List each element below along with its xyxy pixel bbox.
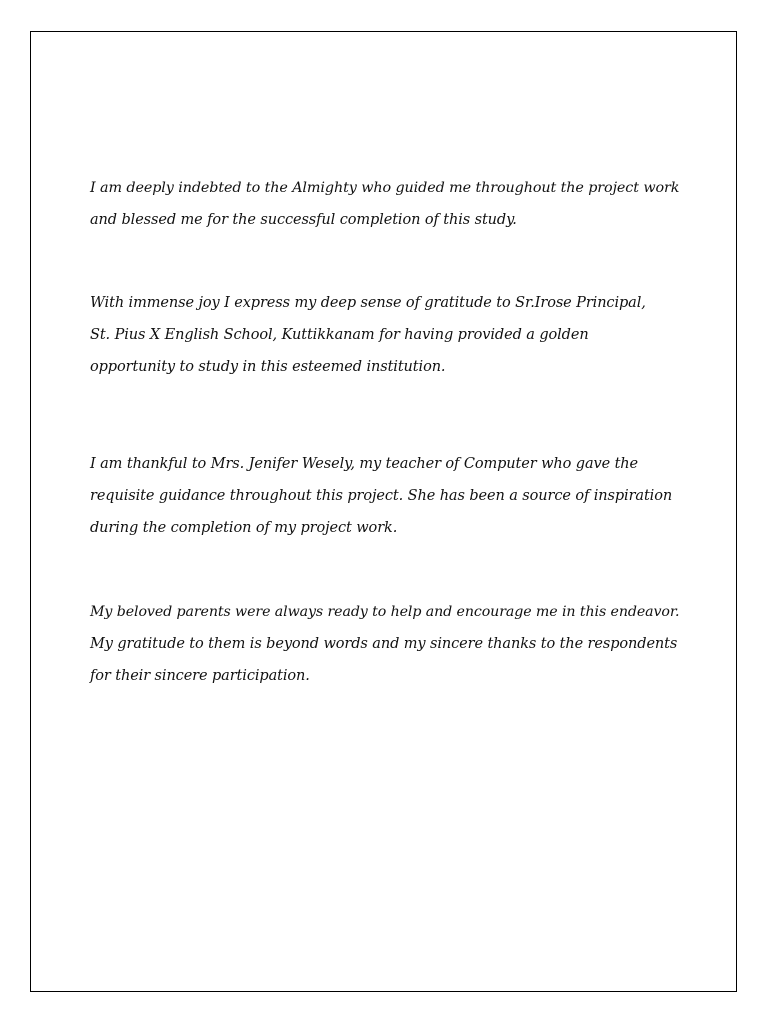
- text-line: With immense joy I express my deep sense of gratitude to Sr.Irose Principal,: [90, 295, 646, 311]
- paragraph-thanks-teacher: [90, 448, 672, 544]
- paragraph-thanks-principal: [90, 287, 646, 383]
- text-line: St. Pius X English School, Kuttikkanam for having provided a golden: [90, 327, 589, 343]
- text-line: My beloved parents were always ready to help and encourage me in this endeavor.: [90, 604, 680, 620]
- text-line: opportunity to study in this esteemed institution.: [90, 359, 446, 375]
- text-line: requisite guidance throughout this project. She has been a source of inspiration: [90, 488, 673, 504]
- text-line: I am deeply indebted to the Almighty who guided me throughout the project work: [90, 180, 680, 196]
- text-line: I am thankful to Mrs. Jenifer Wesely, my teacher of Computer who gave the: [90, 456, 639, 472]
- text-line: for their sincere participation.: [90, 668, 310, 684]
- text-line: during the completion of my project work.: [90, 520, 398, 536]
- paragraph-thanks-almighty: [90, 172, 679, 236]
- paragraph-thanks-parents: [90, 596, 679, 692]
- text-line: and blessed me for the successful completion of this study.: [90, 212, 517, 228]
- text-line: My gratitude to them is beyond words and my sincere thanks to the respondents: [90, 636, 678, 652]
